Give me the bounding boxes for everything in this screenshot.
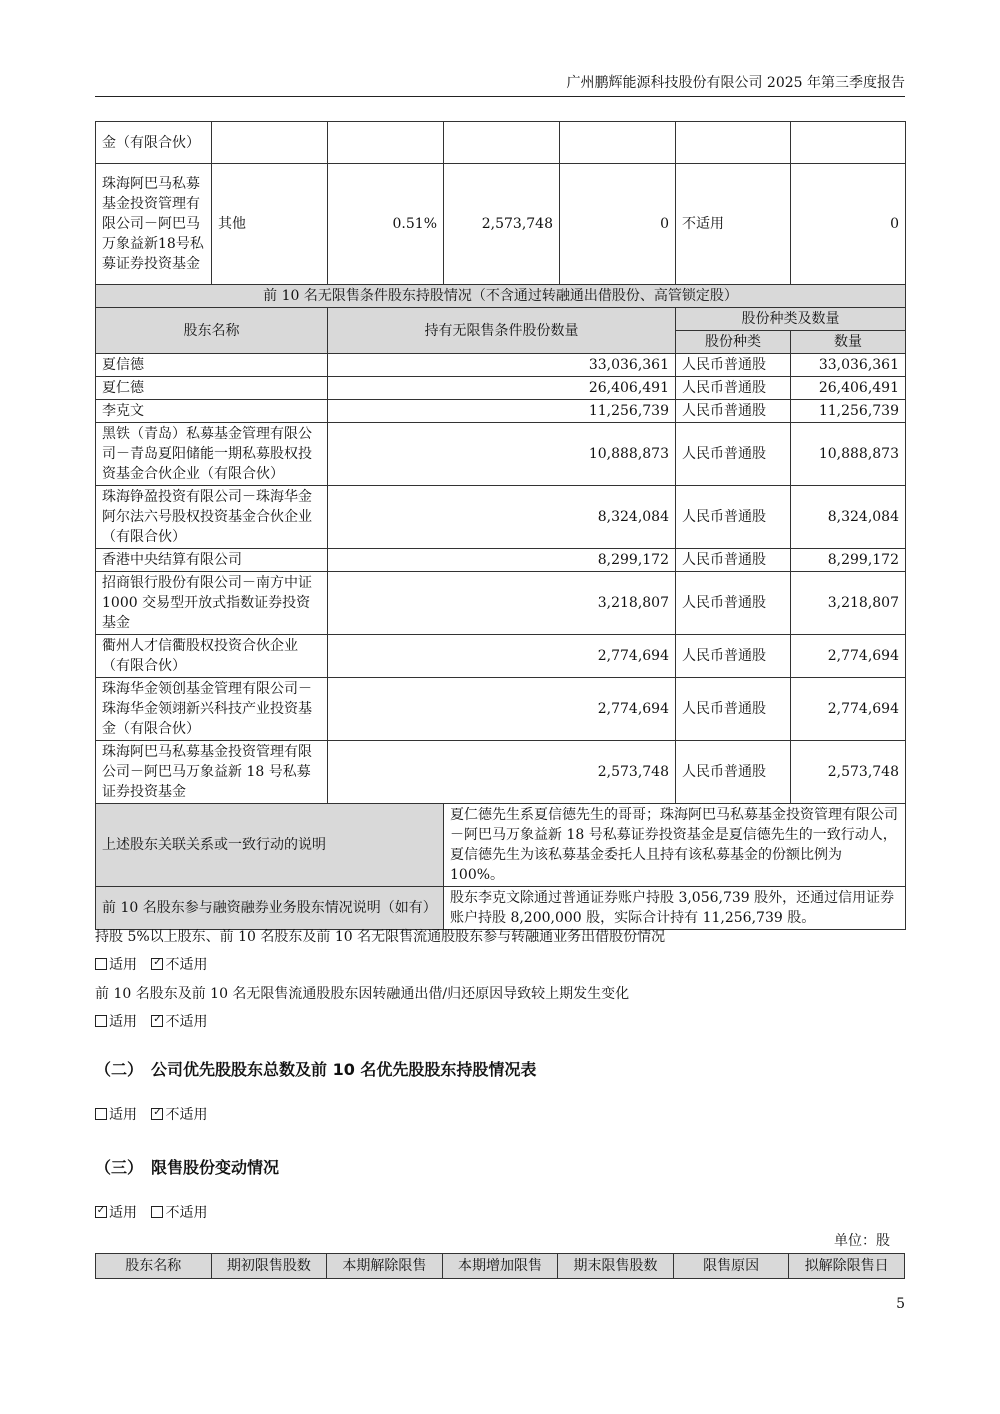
holding-shares: 2,573,748 (444, 164, 560, 285)
option-line: 适用 ✓ 不适用 (95, 1104, 207, 1124)
pledge-status: 不适用 (676, 164, 791, 285)
shareholder-name: 夏仁德 (96, 377, 328, 400)
share-amount: 8,324,084 (791, 486, 906, 549)
table-row (96, 741, 906, 804)
share-amount: 8,299,172 (791, 549, 906, 572)
table-row (96, 122, 906, 164)
checked-checkbox-icon (95, 1206, 107, 1218)
share-amount: 10,888,873 (791, 423, 906, 486)
table-row (96, 635, 906, 678)
table-row (96, 887, 906, 930)
column-header: 期初限售股数 (211, 1254, 327, 1279)
shareholder-name: 招商银行股份有限公司－南方中证 1000 交易型开放式指数证券投资基金 (96, 572, 328, 635)
checkbox-icon (95, 1108, 107, 1120)
column-header: 股东名称 (96, 1254, 212, 1279)
table-row (96, 423, 906, 486)
checked-checkbox-icon (151, 958, 163, 970)
shareholder-name: 李克文 (96, 400, 328, 423)
option-line: ✓适用 不适用 (95, 1202, 207, 1222)
col-type-group: 股份种类及数量 (676, 308, 906, 331)
holding-ratio: 0.51% (328, 164, 444, 285)
share-type: 人民币普通股 (676, 741, 791, 804)
shareholder-name: 珠海阿巴马私募基金投资管理有限公司－阿巴马万象益新 18 号私募证券投资基金 (96, 741, 328, 804)
unit-label: 单位：股 (834, 1233, 890, 1249)
shareholder-name: 金（有限合伙） (96, 122, 212, 164)
checked-checkbox-icon (151, 1015, 163, 1027)
table-row (96, 377, 906, 400)
share-type: 人民币普通股 (676, 572, 791, 635)
col-qty: 持有无限售条件股份数量 (328, 308, 676, 354)
table-row (96, 804, 906, 887)
margin-text: 股东李克文除通过普通证券账户持股 3,056,739 股外，还通过信用证券账户持股 8,200,000 股，实际合计持有 11,256,739 股。 (444, 887, 906, 930)
table-row (96, 164, 906, 285)
share-type: 人民币普通股 (676, 678, 791, 741)
para-change: 前 10 名股东及前 10 名无限售流通股股东因转融通出借/归还原因导致较上期发生变化 (95, 986, 630, 1002)
shareholder-name: 珠海铮盈投资有限公司－珠海华金阿尔法六号股权投资基金合伙企业（有限合伙） (96, 486, 328, 549)
option-line: 适用 ✓ 不适用 (95, 954, 207, 974)
share-amount: 3,218,807 (791, 572, 906, 635)
share-amount: 2,573,748 (791, 741, 906, 804)
share-type: 人民币普通股 (676, 486, 791, 549)
para-lending: 持股 5%以上股东、前 10 名股东及前 10 名无限售流通股股东参与转融通业务出借股份情况 (95, 929, 666, 945)
shareholder-nature: 其他 (212, 164, 328, 285)
relation-label: 上述股东关联关系或一致行动的说明 (96, 804, 444, 887)
restricted-shares: 0 (560, 164, 676, 285)
table-row (96, 678, 906, 741)
unrestricted-qty: 11,256,739 (328, 400, 676, 423)
column-header: 本期解除限售 (327, 1254, 443, 1279)
section-3-title: （三） 限售股份变动情况 (95, 1158, 280, 1177)
restricted-shares-table (95, 1253, 905, 1279)
table-row (96, 354, 906, 377)
unrestricted-qty: 2,774,694 (328, 635, 676, 678)
page-number: 5 (896, 1296, 905, 1312)
page-header: 广州鹏辉能源科技股份有限公司 2025 年第三季度报告 (95, 72, 905, 97)
table-row (96, 285, 906, 308)
unrestricted-qty: 8,324,084 (328, 486, 676, 549)
col-name: 股东名称 (96, 308, 328, 354)
share-type: 人民币普通股 (676, 377, 791, 400)
unrestricted-qty: 2,573,748 (328, 741, 676, 804)
checked-checkbox-icon (151, 1108, 163, 1120)
table-row (96, 486, 906, 549)
share-amount: 2,774,694 (791, 678, 906, 741)
column-header: 拟解除限售日 (789, 1254, 905, 1279)
option-line: 适用 ✓ 不适用 (95, 1011, 207, 1031)
unrestricted-qty: 26,406,491 (328, 377, 676, 400)
share-type: 人民币普通股 (676, 354, 791, 377)
col-amount: 数量 (791, 331, 906, 354)
shareholder-name: 珠海华金领创基金管理有限公司－珠海华金领翊新兴科技产业投资基金（有限合伙） (96, 678, 328, 741)
share-amount: 33,036,361 (791, 354, 906, 377)
unrestricted-qty: 8,299,172 (328, 549, 676, 572)
shareholder-name: 夏信德 (96, 354, 328, 377)
checkbox-icon (151, 1206, 163, 1218)
share-type: 人民币普通股 (676, 635, 791, 678)
table-header (96, 1254, 905, 1279)
share-type: 人民币普通股 (676, 400, 791, 423)
unrestricted-qty: 33,036,361 (328, 354, 676, 377)
shareholder-name: 香港中央结算有限公司 (96, 549, 328, 572)
column-header: 限售原因 (673, 1254, 789, 1279)
section-2-title: （二） 公司优先股股东总数及前 10 名优先股股东持股情况表 (95, 1060, 537, 1079)
margin-label: 前 10 名股东参与融资融券业务股东情况说明（如有） (96, 887, 444, 930)
share-amount: 2,774,694 (791, 635, 906, 678)
unrestricted-title: 前 10 名无限售条件股东持股情况（不含通过转融通出借股份、高管锁定股） (96, 285, 906, 308)
checkbox-icon (95, 958, 107, 970)
pledge-qty: 0 (791, 164, 906, 285)
share-amount: 11,256,739 (791, 400, 906, 423)
shareholder-name: 衢州人才信衢股权投资合伙企业（有限合伙） (96, 635, 328, 678)
share-amount: 26,406,491 (791, 377, 906, 400)
table-header (96, 308, 906, 331)
column-header: 期末限售股数 (558, 1254, 674, 1279)
unrestricted-qty: 10,888,873 (328, 423, 676, 486)
table-row (96, 549, 906, 572)
unrestricted-qty: 2,774,694 (328, 678, 676, 741)
table-row (96, 572, 906, 635)
col-type: 股份种类 (676, 331, 791, 354)
share-type: 人民币普通股 (676, 423, 791, 486)
shareholder-name: 珠海阿巴马私募基金投资管理有限公司－阿巴马万象益新18号私募证券投资基金 (96, 164, 212, 285)
share-type: 人民币普通股 (676, 549, 791, 572)
checkbox-icon (95, 1015, 107, 1027)
shareholder-name: 黑铁（青岛）私募基金管理有限公司－青岛夏阳储能一期私募股权投资基金合伙企业（有限合伙） (96, 423, 328, 486)
column-header: 本期增加限售 (442, 1254, 558, 1279)
table-row (96, 400, 906, 423)
relation-text: 夏仁德先生系夏信德先生的哥哥；珠海阿巴马私募基金投资管理有限公司－阿巴马万象益新 18 号私募证券投资基金是夏信德先生的一致行动人，夏信德先生为该私募基金委托人且持有该私募基金的份额比例为 100%。 (444, 804, 906, 887)
unrestricted-qty: 3,218,807 (328, 572, 676, 635)
shareholder-table (95, 121, 906, 930)
